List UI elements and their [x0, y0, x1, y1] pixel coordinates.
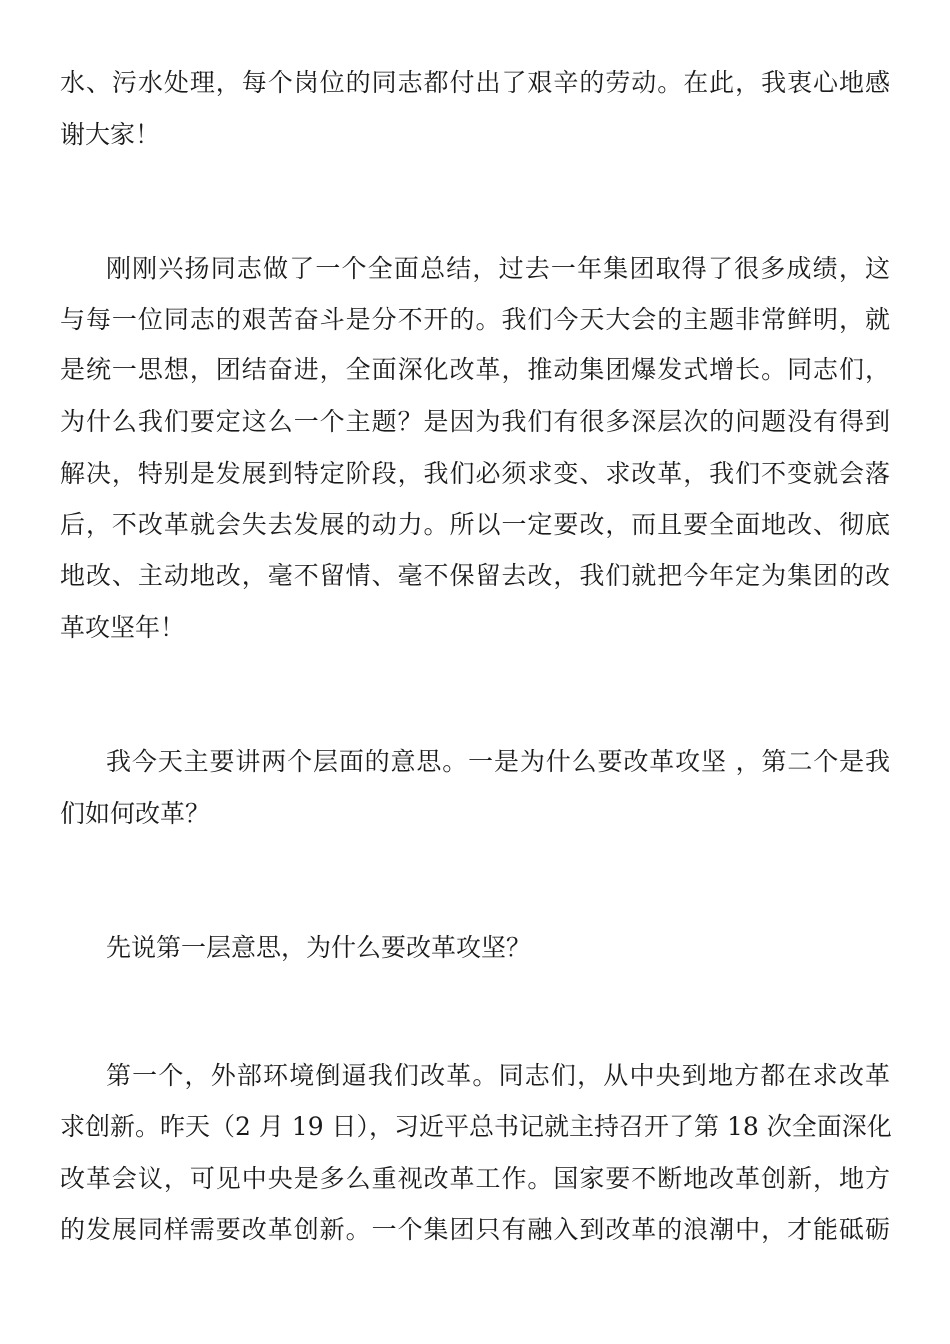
paragraph-3-line-2: 们如何改革？: [60, 799, 211, 828]
paragraph-3-line-1: 我今天主要讲两个层面的意思。一是为什么要改革攻坚 ，第二个是我: [106, 747, 890, 776]
paragraph-2-line-8: 革攻坚年！: [60, 613, 186, 642]
paragraph-5-line-2: 求创新。昨天（2 月 19 日），习近平总书记就主持召开了第 18 次全面深化: [60, 1112, 892, 1141]
paragraph-2-line-5: 解决，特别是发展到特定阶段，我们必须求变、求改革，我们不变就会落: [60, 459, 890, 488]
paragraph-2-line-6: 后，不改革就会失去发展的动力。所以一定要改，而且要全面地改、彻底: [60, 510, 890, 539]
paragraph-4-line-1: 先说第一层意思，为什么要改革攻坚？: [106, 933, 532, 962]
paragraph-2-line-1: 刚刚兴扬同志做了一个全面总结，过去一年集团取得了很多成绩，这: [106, 254, 890, 283]
paragraph-2-line-7: 地改、主动地改，毫不留情、毫不保留去改，我们就把今年定为集团的改: [60, 561, 890, 590]
paragraph-5-line-3: 改革会议，可见中央是多么重视改革工作。国家要不断地改革创新，地方: [60, 1164, 890, 1193]
paragraph-2-line-4: 为什么我们要定这么一个主题？是因为我们有很多深层次的问题没有得到: [60, 407, 890, 436]
paragraph-2-line-3: 是统一思想，团结奋进，全面深化改革，推动集团爆发式增长。同志们，: [60, 355, 890, 384]
paragraph-1-line-1: 水、污水处理，每个岗位的同志都付出了艰辛的劳动。在此，我衷心地感: [60, 68, 890, 97]
paragraph-5-line-1: 第一个，外部环境倒逼我们改革。同志们，从中央到地方都在求改革: [106, 1061, 890, 1090]
paragraph-5-line-4: 的发展同样需要改革创新。一个集团只有融入到改革的浪潮中，才能砥砺: [60, 1215, 890, 1244]
paragraph-2-line-2: 与每一位同志的艰苦奋斗是分不开的。我们今天大会的主题非常鲜明，就: [60, 305, 890, 334]
paragraph-1-line-2: 谢大家！: [60, 120, 161, 149]
